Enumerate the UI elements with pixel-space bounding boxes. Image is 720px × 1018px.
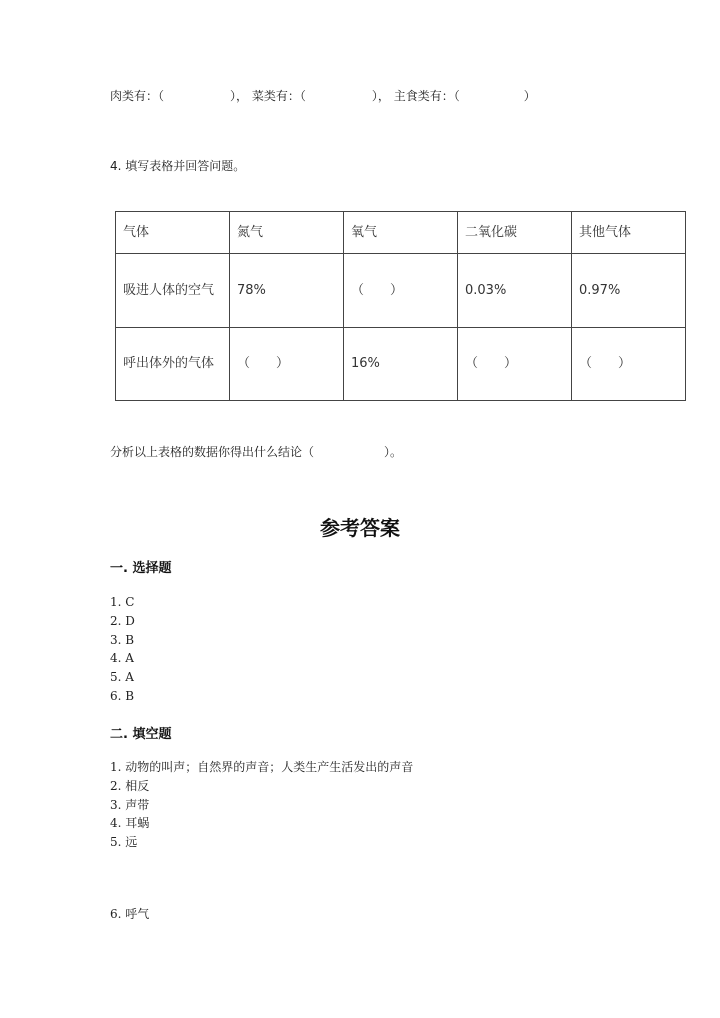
answer-key-title: 参考答案 <box>320 516 400 540</box>
answer-blank-cell[interactable]: （ ） <box>230 328 344 401</box>
answer-blank-cell[interactable]: （ ） <box>572 328 686 401</box>
conclusion-question <box>110 443 402 461</box>
veg-label: 菜类有：（ <box>251 89 306 103</box>
question-4-title: 4. 填写表格并回答问题。 <box>110 159 246 173</box>
conclusion-suffix: ）。 <box>384 445 403 459</box>
table-cell: 0.97% <box>572 254 686 328</box>
list-item: 2. 相反 <box>110 778 150 793</box>
table-row-inhaled <box>116 254 686 328</box>
row-label: 吸进人体的空气 <box>116 254 230 328</box>
section-choice-heading: 一. 选择题 <box>110 561 172 576</box>
table-row-exhaled <box>116 328 686 401</box>
list-item: 4. 耳蜗 <box>110 816 150 831</box>
list-item: 1. C <box>110 595 135 609</box>
row-label: 呼出体外的气体 <box>116 328 230 401</box>
list-item: 1. 动物的叫声；自然界的声音；人类生产生活发出的声音 <box>110 760 414 774</box>
header-cell: 氧气 <box>344 212 458 254</box>
list-item: 3. B <box>110 632 135 647</box>
meat-close: ）， <box>230 89 249 103</box>
header-cell: 气体 <box>116 212 230 254</box>
gas-composition-table <box>115 211 686 401</box>
meat-label: 肉类有：（ <box>110 89 165 103</box>
list-item: 5. A <box>110 670 134 685</box>
list-item: 6. B <box>110 688 135 703</box>
food-category-line <box>110 87 536 105</box>
header-cell: 二氧化碳 <box>458 212 572 254</box>
veg-close: ）， <box>371 89 390 103</box>
table-header-row <box>116 212 686 254</box>
choice-answer-list <box>110 593 135 706</box>
header-cell: 氮气 <box>230 212 344 254</box>
section-fill-heading: 二. 填空题 <box>110 727 172 742</box>
table-cell: 78% <box>230 254 344 328</box>
conclusion-prefix: 分析以上表格的数据你得出什么结论（ <box>110 445 315 459</box>
list-item: 4. A <box>110 651 134 666</box>
table-cell: 16% <box>344 328 458 401</box>
fill-answer-item-6 <box>110 905 149 924</box>
list-item: 5. 远 <box>110 835 138 850</box>
staple-close: ） <box>523 89 536 103</box>
list-item: 6. 呼气 <box>110 907 150 921</box>
header-cell: 其他气体 <box>572 212 686 254</box>
table-cell: 0.03% <box>458 254 572 328</box>
answer-blank-cell[interactable]: （ ） <box>344 254 458 328</box>
staple-label: 主食类有：（ <box>393 89 460 103</box>
list-item: 3. 声带 <box>110 797 150 812</box>
list-item: 2. D <box>110 613 135 628</box>
answer-blank-cell[interactable]: （ ） <box>458 328 572 401</box>
fill-answer-list <box>110 758 413 852</box>
